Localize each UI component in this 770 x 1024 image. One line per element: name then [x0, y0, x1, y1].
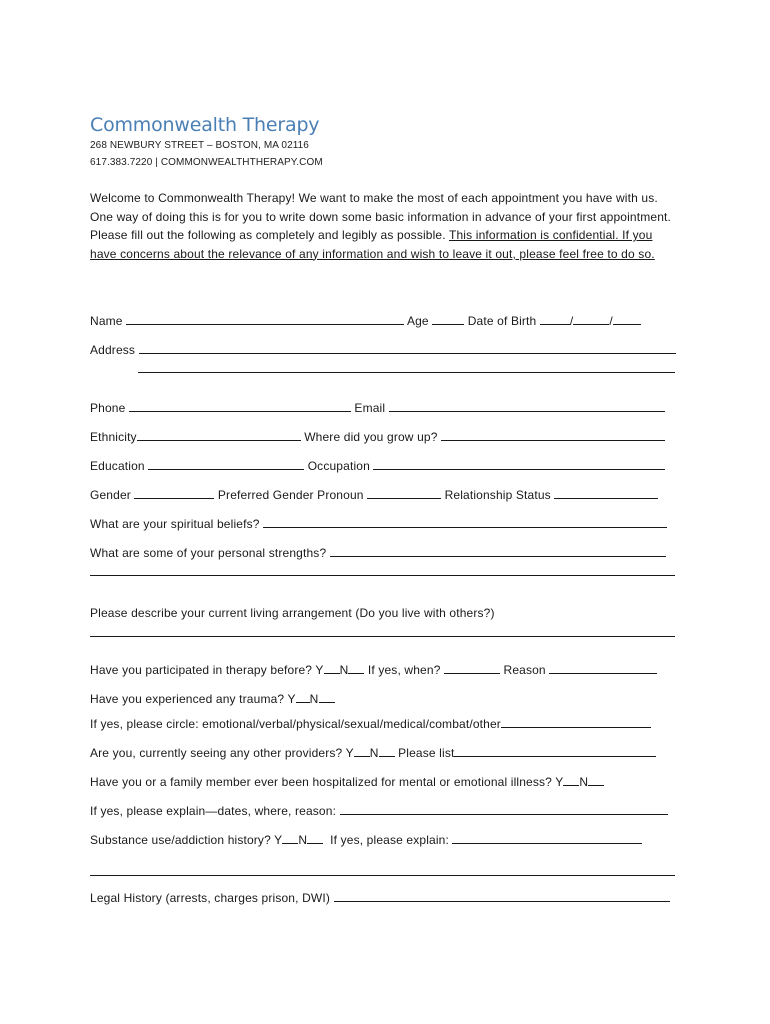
substance-no-field[interactable] [307, 832, 323, 844]
row-gender [90, 487, 658, 502]
row-ethnicity [90, 429, 665, 444]
strengths-field[interactable] [330, 545, 666, 557]
providers-yes-field[interactable] [354, 745, 370, 757]
education-field[interactable] [148, 458, 304, 470]
grow-up-label: Where did you grow up? [304, 430, 438, 444]
row-therapy [90, 662, 657, 677]
legal-field[interactable] [334, 890, 670, 902]
address-label: Address [90, 343, 136, 357]
name-field[interactable] [126, 313, 404, 325]
therapy-reason-field[interactable] [549, 662, 657, 674]
row-substance [90, 832, 642, 847]
gender-label: Gender [90, 488, 131, 502]
therapy-yes-field[interactable] [324, 662, 340, 674]
spiritual-label: What are your spiritual beliefs? [90, 517, 260, 531]
therapy-no-label: N [339, 663, 349, 677]
trauma-no-label: N [309, 692, 319, 706]
practice-title: Commonwealth Therapy [90, 114, 320, 136]
address-field-1[interactable] [139, 342, 676, 354]
providers-label: Are you, currently seeing any other providers? Y [90, 746, 354, 760]
address-field-2[interactable] [138, 371, 675, 373]
strengths-label: What are some of your personal strengths? [90, 546, 327, 560]
spiritual-field[interactable] [263, 516, 667, 528]
row-spiritual [90, 516, 667, 531]
living-label: Please describe your current living arrangement (Do you live with others?) [90, 606, 495, 620]
row-phone [90, 400, 665, 415]
hospitalized-label: Have you or a family member ever been hospitalized for mental or emotional illness? Y [90, 775, 564, 789]
row-providers [90, 745, 656, 760]
name-label: Name [90, 314, 123, 328]
substance-explain-field-2[interactable] [90, 874, 675, 876]
dob-day-field[interactable] [573, 313, 609, 325]
dob-label: Date of Birth [467, 314, 537, 328]
phone-field[interactable] [129, 400, 351, 412]
pronoun-label: Preferred Gender Pronoun [217, 488, 364, 502]
therapy-no-field[interactable] [348, 662, 364, 674]
please-list-label: Please list [398, 746, 455, 760]
dob-year-field[interactable] [613, 313, 641, 325]
substance-explain-label: If yes, please explain: [330, 833, 449, 847]
grow-up-field[interactable] [441, 429, 665, 441]
substance-yes-field[interactable] [282, 832, 298, 844]
substance-explain-field[interactable] [452, 832, 642, 844]
email-label: Email [354, 401, 386, 415]
intro-paragraph [90, 189, 680, 263]
trauma-yes-field[interactable] [296, 691, 310, 703]
pronoun-field[interactable] [367, 487, 441, 499]
relationship-field[interactable] [554, 487, 658, 499]
occupation-label: Occupation [307, 459, 370, 473]
providers-no-label: N [369, 746, 379, 760]
confidentiality-note: This information is confidential. If you have concerns about the relevance of any information and wish to leave it out, please feel free to do so. [90, 228, 655, 261]
therapy-when-field[interactable] [444, 662, 500, 674]
ethnicity-field[interactable] [137, 429, 301, 441]
row-name: Name Age Date of Birth / / [90, 313, 641, 328]
row-address [90, 342, 676, 357]
trauma-circle-label: If yes, please circle: emotional/verbal/physical/sexual/medical/combat/other [90, 717, 501, 731]
substance-label: Substance use/addiction history? Y [90, 833, 283, 847]
trauma-no-field[interactable] [319, 691, 335, 703]
age-field[interactable] [432, 313, 464, 325]
legal-label: Legal History (arrests, charges prison, DWI) [90, 891, 331, 905]
ethnicity-label: Ethnicity [90, 430, 137, 444]
trauma-other-field[interactable] [501, 716, 651, 728]
reason-label: Reason [503, 663, 546, 677]
phone-label: Phone [90, 401, 126, 415]
providers-no-field[interactable] [379, 745, 395, 757]
row-education [90, 458, 665, 473]
relationship-label: Relationship Status [444, 488, 551, 502]
row-legal [90, 890, 670, 905]
gender-field[interactable] [134, 487, 214, 499]
education-label: Education [90, 459, 145, 473]
row-strengths [90, 545, 666, 560]
explain-label: If yes, please explain—dates, where, reason: [90, 804, 337, 818]
providers-list-field[interactable] [454, 745, 656, 757]
age-label: Age [406, 314, 429, 328]
if-yes-when-label: If yes, when? [367, 663, 441, 677]
substance-no-label: N [298, 833, 308, 847]
hospitalized-yes-field[interactable] [563, 774, 579, 786]
trauma-label: Have you experienced any trauma? Y [90, 692, 296, 706]
row-hospitalized [90, 774, 604, 789]
occupation-field[interactable] [373, 458, 665, 470]
strengths-field-2[interactable] [90, 574, 675, 576]
intro-text: Welcome to Commonwealth Therapy! We want to make the most of each appointment you have with us. One way of doing this is for you to write down some basic information in advance of your first appointment. Please fill out the following as completely and legibly as possible. [90, 191, 671, 242]
hospitalized-no-label: N [579, 775, 589, 789]
practice-address: 268 NEWBURY STREET – BOSTON, MA 02116 [90, 140, 309, 151]
dob-month-field[interactable] [540, 313, 570, 325]
email-field[interactable] [389, 400, 665, 412]
living-field[interactable] [90, 635, 675, 637]
row-trauma [90, 691, 335, 706]
therapy-before-label: Have you participated in therapy before? Y [90, 663, 324, 677]
row-explain [90, 803, 668, 818]
hospitalized-explain-field[interactable] [340, 803, 668, 815]
practice-contact: 617.383.7220 | COMMONWEALTHTHERAPY.COM [90, 157, 323, 168]
hospitalized-no-field[interactable] [588, 774, 604, 786]
row-trauma-circle [90, 716, 651, 731]
row-living [90, 606, 495, 620]
